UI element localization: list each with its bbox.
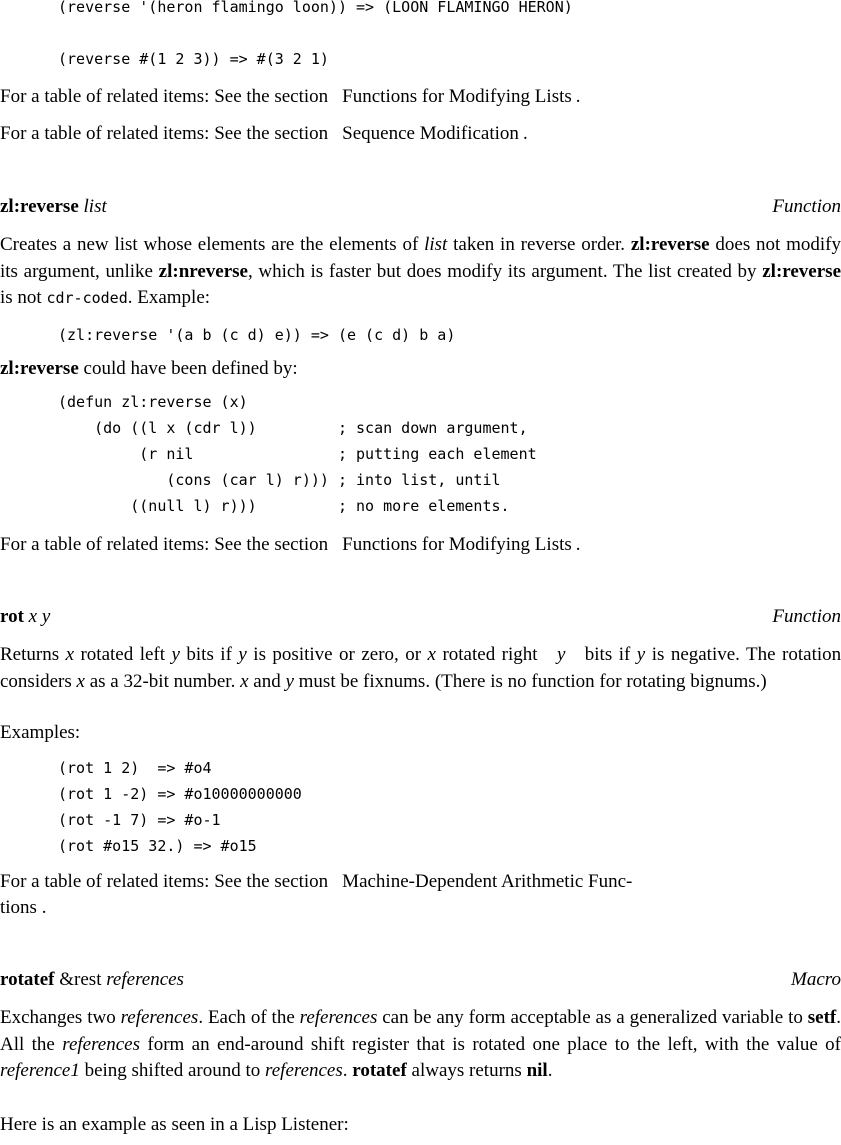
desc-text: . Example: bbox=[127, 287, 211, 308]
section-link-machine-dependent-cont[interactable]: tions bbox=[0, 897, 37, 918]
desc-arg: references bbox=[120, 1007, 199, 1028]
constant-name: nil bbox=[526, 1060, 548, 1081]
desc-text: Returns bbox=[0, 644, 60, 665]
function-name: zl:reverse bbox=[630, 234, 710, 255]
entry-header-rotatef bbox=[0, 967, 841, 993]
code-definition-line: (defun zl:reverse (x) bbox=[58, 393, 248, 411]
desc-text: . bbox=[547, 1060, 553, 1081]
desc-text: rotated right bbox=[442, 644, 538, 665]
related-items-line: For a table of related items: See the section Functions for Modifying Lists . bbox=[0, 534, 581, 555]
entry-kind: Macro bbox=[791, 969, 841, 990]
desc-arg: x bbox=[240, 670, 249, 692]
function-name: zl:nreverse bbox=[158, 260, 248, 282]
code-definition-line: (cons (car l) r))) ; into list, until bbox=[58, 471, 501, 489]
desc-text: , which is faster but does modify its argument. The list created by bbox=[247, 260, 757, 282]
entry-header-rot bbox=[0, 604, 841, 630]
code-example: (rot 1 -2) => #o10000000000 bbox=[58, 785, 302, 803]
code-example: (reverse #(1 2 3)) => #(3 2 1) bbox=[58, 50, 329, 68]
code-example: (rot #o15 32.) => #o15 bbox=[58, 837, 257, 855]
desc-arg: references bbox=[62, 1033, 140, 1055]
entry-args: x y bbox=[28, 606, 51, 627]
related-items-line-cont: tions . bbox=[0, 897, 47, 918]
entry-kind: Function bbox=[772, 196, 841, 217]
function-name: setf bbox=[807, 1007, 837, 1028]
desc-text: is negative. The rotation considers bbox=[0, 644, 841, 692]
function-name: zl:reverse bbox=[762, 260, 841, 282]
code-example: (zl:reverse '(a b (c d) e)) => (e (c d) b a) bbox=[58, 326, 456, 344]
desc-text: being shifted around to bbox=[84, 1060, 261, 1081]
section-link-modifying-lists[interactable]: Functions for Modifying Lists bbox=[342, 86, 572, 107]
desc-arg: y bbox=[636, 644, 646, 665]
desc-text: bits if bbox=[584, 644, 631, 665]
desc-text: taken in reverse order. bbox=[453, 234, 626, 255]
desc-text: . Each of the bbox=[198, 1007, 295, 1028]
related-items-line: For a table of related items: See the section Functions for Modifying Lists . bbox=[0, 86, 581, 107]
related-items-line: For a table of related items: See the section Sequence Modification . bbox=[0, 123, 528, 144]
desc-text: must be fixnums. (There is no function for rotating bignums.) bbox=[298, 670, 767, 692]
related-prefix: For a table of related items: See the section bbox=[0, 123, 329, 144]
related-prefix: For a table of related items: See the section bbox=[0, 534, 329, 555]
desc-arg: x bbox=[76, 670, 85, 692]
desc-arg: y bbox=[171, 644, 180, 665]
code-example: (rot -1 7) => #o-1 bbox=[58, 811, 221, 829]
entry-header-zl-reverse bbox=[0, 194, 841, 220]
section-link-sequence-modification[interactable]: Sequence Modification bbox=[342, 123, 519, 144]
code-definition-line: (do ((l x (cdr l)) ; scan down argument, bbox=[58, 419, 528, 437]
desc-text: rotated left bbox=[80, 644, 166, 665]
definition-intro bbox=[0, 356, 841, 382]
desc-text: as a 32-bit number. bbox=[89, 670, 236, 692]
entry-description bbox=[0, 1005, 841, 1085]
related-prefix: For a table of related items: See the section bbox=[0, 871, 329, 892]
desc-arg: x bbox=[427, 644, 436, 665]
desc-text: . bbox=[342, 1060, 348, 1081]
desc-arg: y bbox=[556, 644, 566, 665]
code-example: (reverse '(heron flamingo loon)) => (LOON FLAMINGO HERON) bbox=[58, 0, 573, 16]
desc-text: bits if bbox=[186, 644, 232, 665]
desc-arg: reference1 bbox=[0, 1060, 80, 1081]
desc-text: is not bbox=[0, 287, 42, 308]
desc-arg: y bbox=[238, 644, 247, 665]
function-name: rotatef bbox=[352, 1060, 407, 1081]
desc-text: Exchanges two bbox=[0, 1007, 116, 1028]
inline-code: cdr-coded bbox=[46, 289, 128, 307]
entry-args: references bbox=[106, 969, 184, 990]
related-prefix: For a table of related items: See the section bbox=[0, 86, 329, 107]
desc-text: Creates a new list whose elements are the elements of bbox=[0, 234, 419, 255]
examples-label: Examples: bbox=[0, 722, 81, 743]
desc-text: could have been defined by: bbox=[83, 358, 298, 379]
entry-kind: Function bbox=[772, 606, 841, 627]
listener-intro: Here is an example as seen in a Lisp Listener: bbox=[0, 1114, 349, 1135]
desc-arg: list bbox=[424, 234, 448, 255]
entry-description bbox=[0, 642, 841, 695]
desc-text: . All the bbox=[0, 1007, 841, 1055]
related-items-line bbox=[0, 869, 841, 895]
section-link-machine-dependent[interactable]: Machine-Dependent Arithmetic Func- bbox=[342, 871, 633, 892]
entry-rest-keyword: &rest bbox=[59, 969, 102, 990]
entry-name: rotatef bbox=[0, 969, 55, 990]
desc-arg: y bbox=[285, 670, 294, 692]
section-link-modifying-lists[interactable]: Functions for Modifying Lists bbox=[342, 534, 572, 555]
code-example: (rot 1 2) => #o4 bbox=[58, 759, 212, 777]
desc-text: is positive or zero, or bbox=[253, 644, 422, 665]
desc-arg: references bbox=[299, 1007, 378, 1028]
function-name: zl:reverse bbox=[0, 358, 79, 379]
code-definition-line: (r nil ; putting each element bbox=[58, 445, 537, 463]
desc-text: does not modify its argument, unlike bbox=[0, 234, 841, 282]
entry-name: zl:reverse bbox=[0, 196, 79, 217]
code-definition-line: ((null l) r))) ; no more elements. bbox=[58, 497, 510, 515]
desc-text: form an end-around shift register that is rotated one place to the left, with the value of bbox=[147, 1033, 841, 1055]
entry-name: rot bbox=[0, 606, 24, 627]
desc-text: always returns bbox=[411, 1060, 522, 1081]
desc-text: can be any form acceptable as a generalized variable to bbox=[382, 1007, 803, 1028]
desc-arg: x bbox=[65, 644, 75, 665]
desc-text: and bbox=[253, 670, 281, 692]
desc-arg: references bbox=[265, 1060, 343, 1081]
entry-args: list bbox=[83, 196, 107, 217]
entry-description bbox=[0, 232, 841, 312]
